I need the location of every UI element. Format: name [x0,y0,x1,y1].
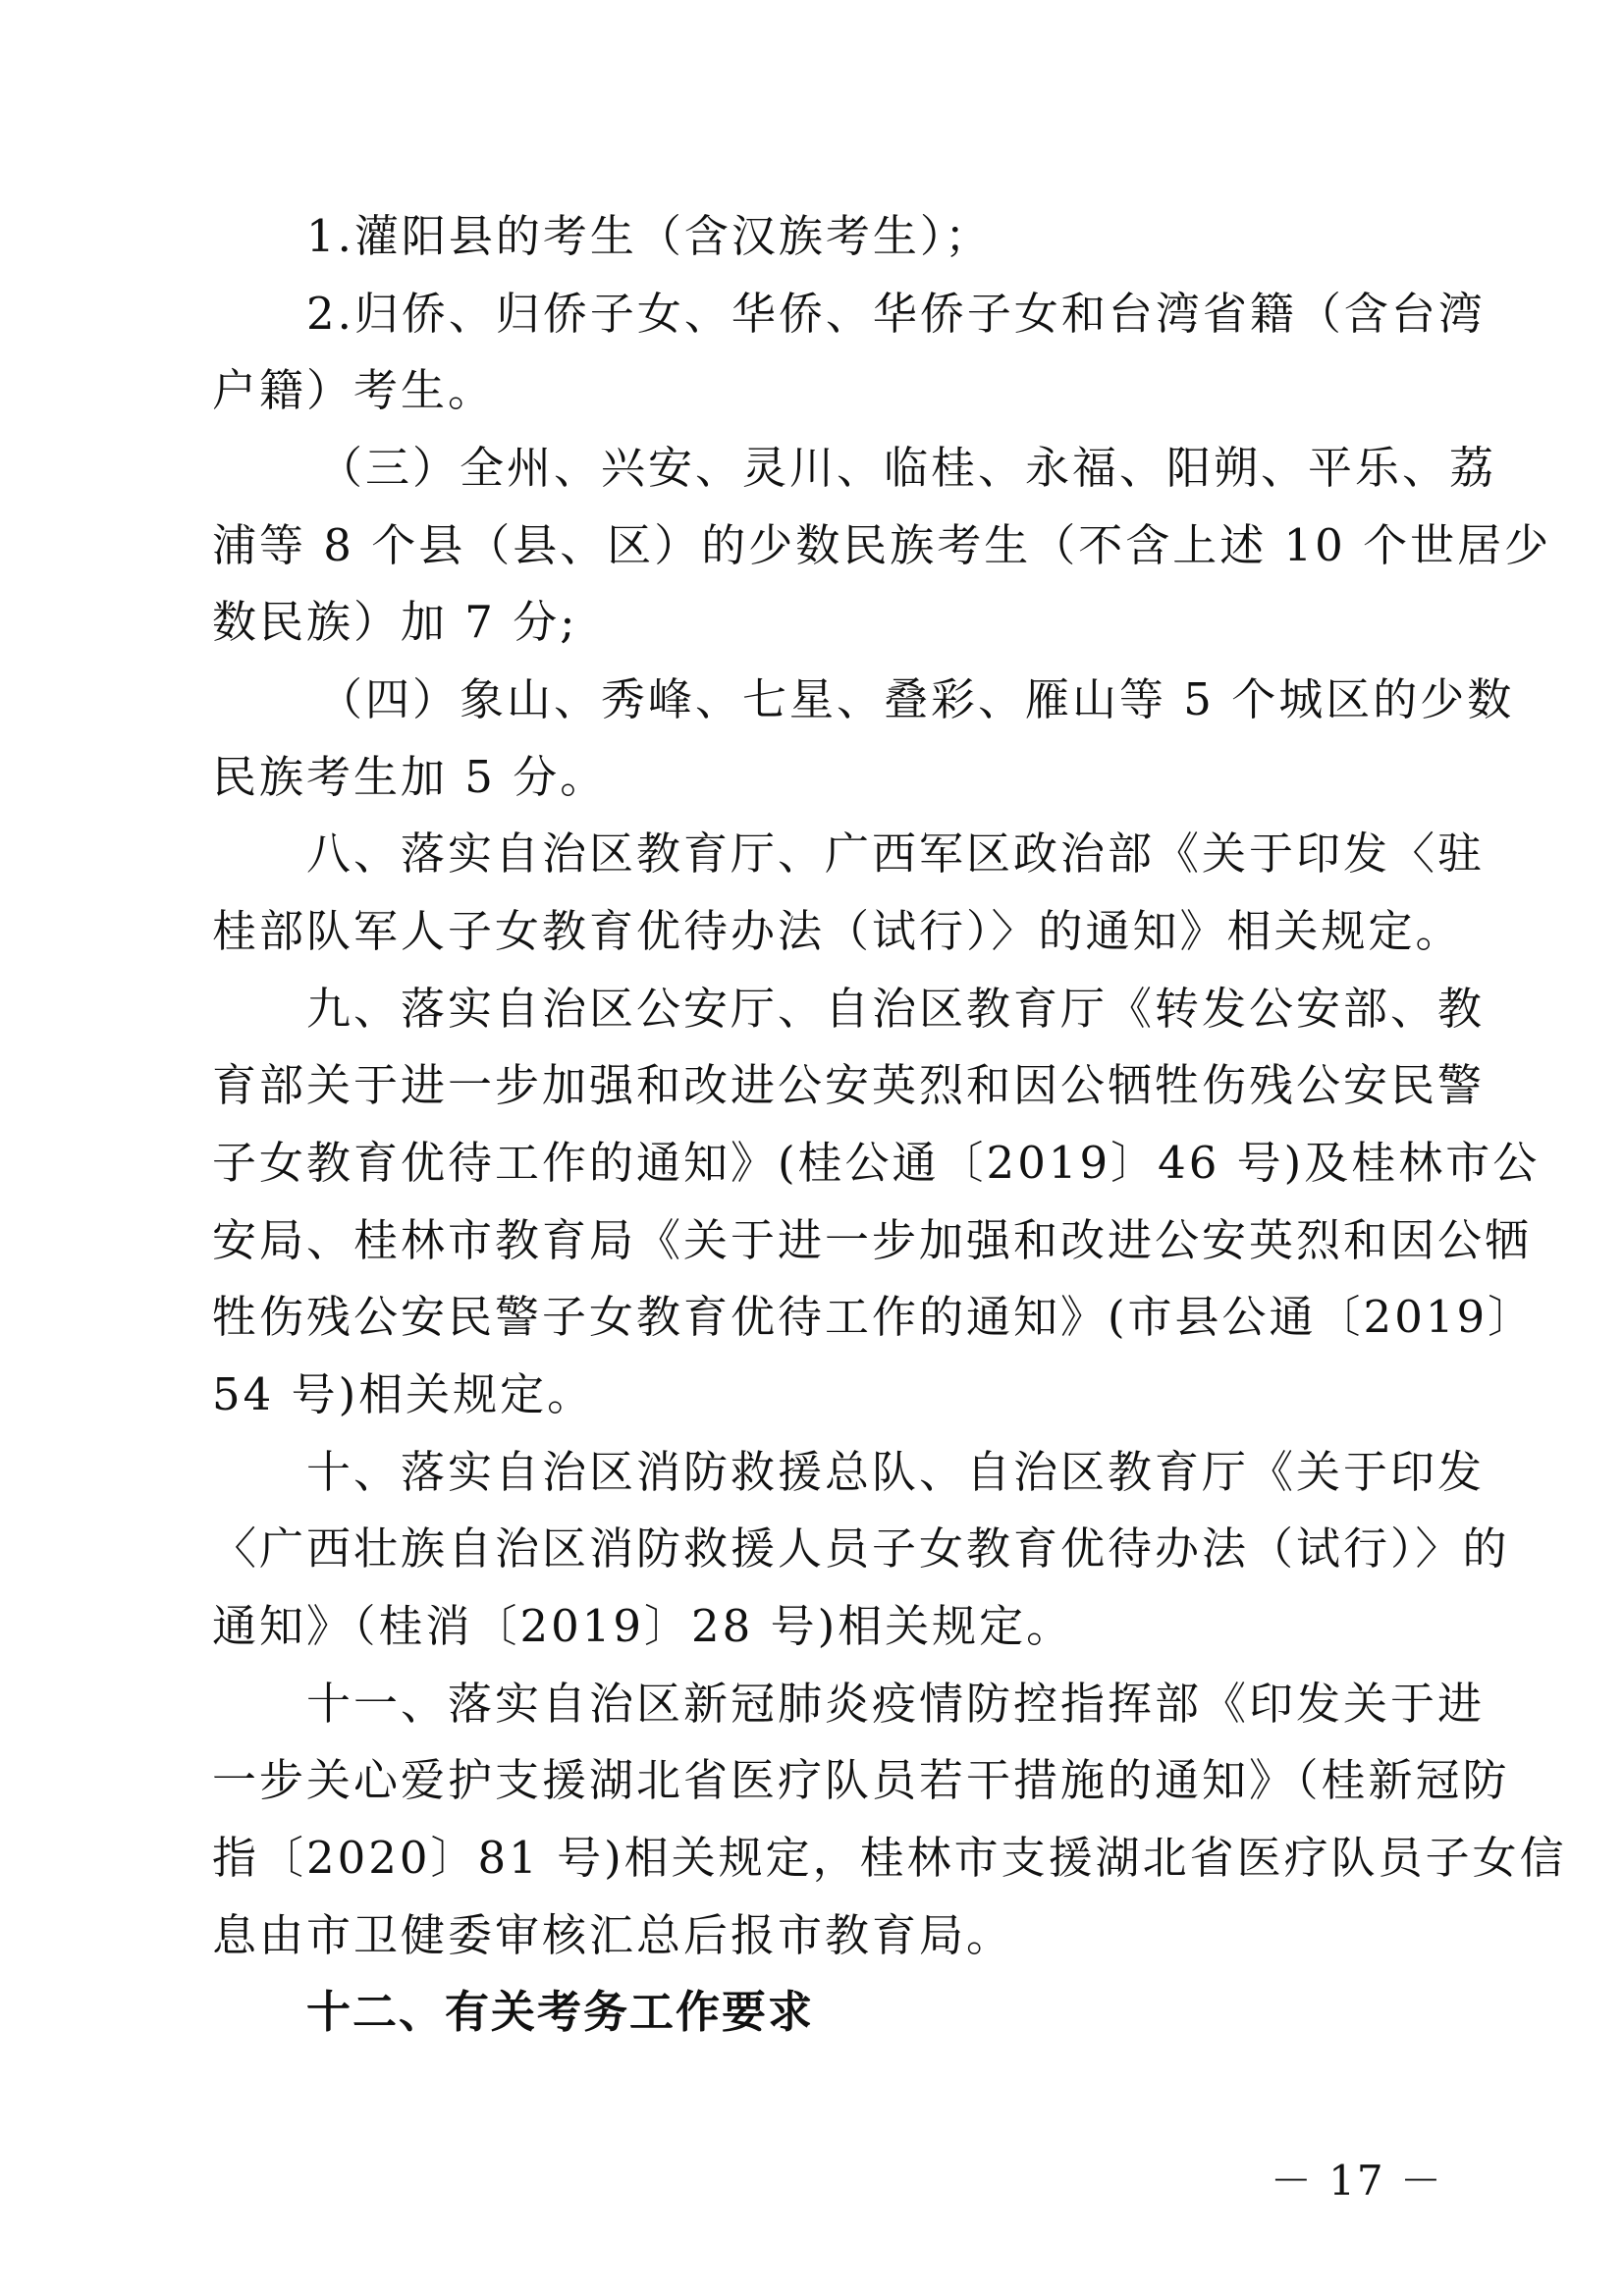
text-line: 数民族）加 7 分; [212,596,578,648]
text-line: 九、落实自治区公安厅、自治区教育厅《转发公安部、教 [306,983,1486,1035]
text-line: （四）象山、秀峰、七星、叠彩、雁山等 5 个城区的少数 [318,673,1515,725]
text-line: 八、落实自治区教育厅、广西军区政治部《关于印发〈驻 [306,828,1486,880]
section-heading: 十二、有关考务工作要求 [306,1986,815,2038]
text-line: 十一、落实自治区新冠肺炎疫情防控指挥部《印发关于进 [306,1678,1486,1730]
text-line: 54 号)相关规定。 [212,1368,595,1420]
text-line: 安局、桂林市教育局《关于进一步加强和改进公安英烈和因公牺 [212,1214,1533,1266]
text-line: 子女教育优待工作的通知》(桂公通〔2019〕46 号)及桂林市公 [212,1137,1541,1189]
text-line: 通知》（桂消〔2019〕28 号)相关规定。 [212,1600,1074,1652]
text-line: 2.归侨、归侨子女、华侨、华侨子女和台湾省籍（含台湾 [306,288,1486,340]
text-line: 桂部队军人子女教育优待办法（试行）〉的通知》相关规定。 [212,905,1463,957]
text-line: 育部关于进一步加强和改进公安英烈和因公牺牲伤残公安民警 [212,1059,1486,1111]
text-line: 浦等 8 个县（县、区）的少数民族考生（不含上述 10 个世居少 [212,519,1552,571]
page-number: － 17 － [1270,2157,1443,2205]
text-line: 〈广西壮族自治区消防救援人员子女教育优待办法（试行）〉的 [212,1522,1510,1575]
text-line: 户籍）考生。 [212,364,496,416]
text-line: 1.灌阳县的考生（含汉族考生）； [306,210,993,262]
text-line: 息由市卫健委审核汇总后报市教育局。 [212,1909,1014,1961]
text-line: 指〔2020〕81 号)相关规定，桂林市支援湖北省医疗队员子女信 [212,1832,1567,1884]
text-line: 牲伤残公安民警子女教育优待工作的通知》(市县公通〔2019〕 [212,1291,1536,1343]
text-line: 十、落实自治区消防救援总队、自治区教育厅《关于印发 [306,1446,1486,1498]
text-line: 一步关心爱护支援湖北省医疗队员若干措施的通知》（桂新冠防 [212,1754,1510,1806]
text-line: 民族考生加 5 分。 [212,751,608,803]
text-line: （三）全州、兴安、灵川、临桂、永福、阳朔、平乐、荔 [318,442,1497,494]
